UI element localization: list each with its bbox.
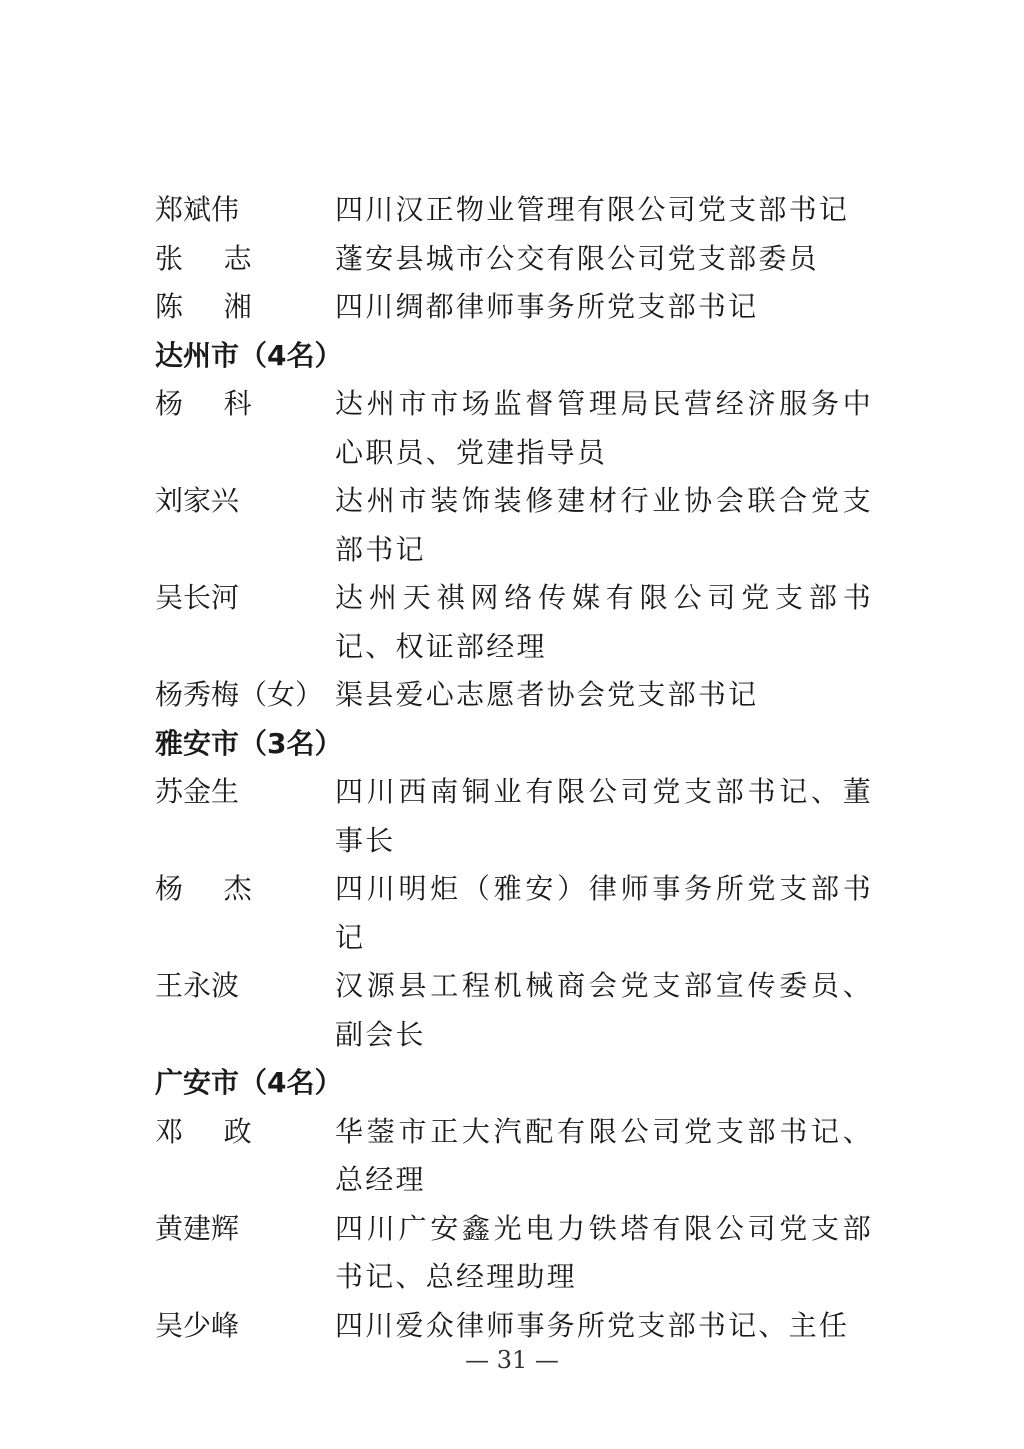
person-name: 张志 [155,241,293,275]
list-item [155,574,875,671]
person-name: 吴少峰 [155,1308,240,1342]
person-title: 达州市市场监督管理局民营经济服务中心职员、党建指导员 [335,387,873,469]
person-name: 杨科 [155,387,293,420]
person-name: 刘家兴 [155,484,240,517]
list-item [155,962,875,1059]
list-item [155,865,875,962]
person-title: 四川广安鑫光电力铁塔有限公司党支部书记、总经理助理 [335,1211,873,1293]
section-heading-guangan: 广安市（4名） [155,1066,343,1099]
person-name: 黄建辉 [155,1211,240,1245]
person-title: 蓬安县城市公交有限公司党支部委员 [335,241,819,275]
person-name: 郑斌伟 [155,193,240,226]
person-title: 四川明炬（雅安）律师事务所党支部书记 [335,872,873,954]
list-item [155,671,875,720]
page-number: — 31 — [465,1346,559,1374]
person-title: 四川爱众律师事务所党支部书记、主任 [335,1308,850,1342]
person-name: 吴长河 [155,581,240,614]
section-heading-dazhou: 达州市（4名） [155,338,343,372]
list-item [155,1205,875,1302]
list-item [155,768,875,865]
person-title: 汉源县工程机械商会党支部宣传委员、副会长 [335,969,873,1051]
honoree-list [155,186,875,1350]
list-item [155,380,875,477]
person-title: 达州天祺网络传媒有限公司党支部书记、权证部经理 [335,581,873,663]
list-item [155,283,875,332]
person-name: 杨秀梅（女） [155,678,324,711]
person-title: 达州市装饰装修建材行业协会联合党支部书记 [335,484,873,566]
person-title: 渠县爱心志愿者协会党支部书记 [335,678,759,711]
list-item [155,477,875,574]
person-title: 四川绸都律师事务所党支部书记 [335,290,759,323]
section-heading-yaan: 雅安市（3名） [155,726,343,760]
list-item [155,186,875,235]
person-name: 王永波 [155,969,240,1002]
person-name: 杨杰 [155,872,293,905]
person-title: 四川汉正物业管理有限公司党支部书记 [335,193,850,226]
person-title: 华蓥市正大汽配有限公司党支部书记、总经理 [335,1114,873,1196]
person-title: 四川西南铜业有限公司党支部书记、董事长 [335,775,873,857]
person-name: 苏金生 [155,775,240,808]
list-item [155,235,875,284]
person-name: 邓政 [155,1114,293,1148]
person-name: 陈湘 [155,290,293,323]
list-item [155,1108,875,1205]
